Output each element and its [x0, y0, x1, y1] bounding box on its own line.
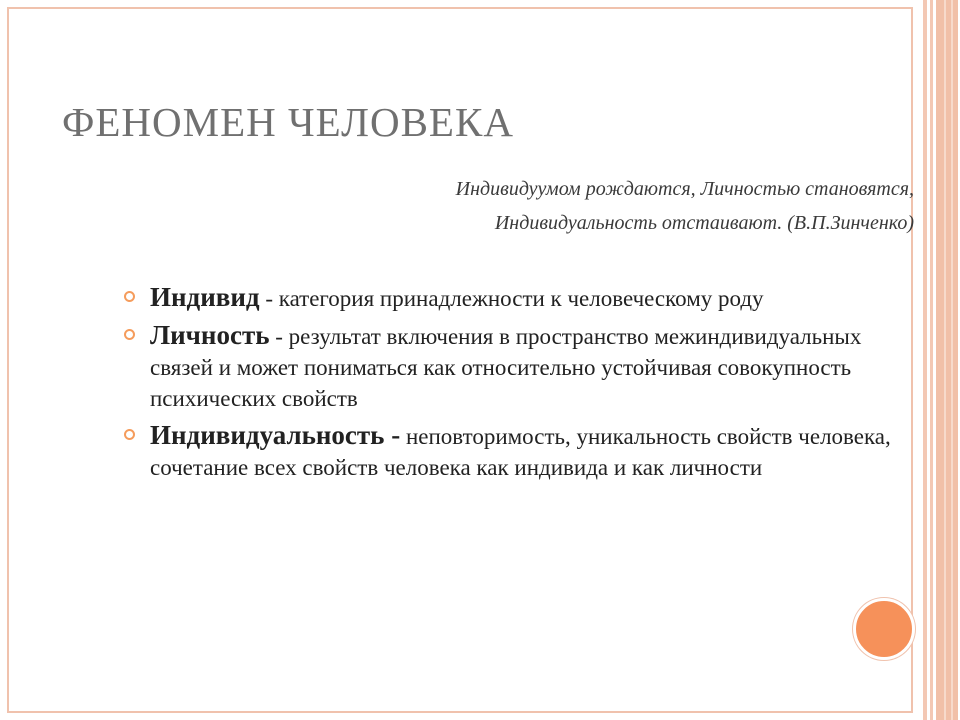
slide-title: ФЕНОМЕН ЧЕЛОВЕКА: [62, 99, 514, 145]
quote-line-1: Индивидуумом рождаются, Личностью становятся,: [455, 178, 914, 200]
term-label: Личность: [150, 320, 270, 350]
stripe: [930, 0, 933, 720]
list-item-individualnost: [124, 420, 914, 483]
term-definition: неповторимость, уникальность свойств человека, сочетание всех свойств человека как индивида и как личности: [150, 424, 891, 480]
stripe: [923, 0, 927, 720]
stripe: [951, 0, 953, 720]
term-label: Индивидуальность -: [150, 420, 401, 450]
epigraph-quote: [456, 172, 914, 240]
list-item-lichnost: [124, 320, 914, 414]
bullet-circle-icon: [124, 291, 135, 302]
definitions-list: [124, 282, 914, 489]
decorative-stripes: [920, 0, 960, 720]
stripe: [936, 0, 958, 720]
stripe: [944, 0, 946, 720]
term-definition: - категория принадлежности к человеческому роду: [259, 286, 764, 311]
quote-line-2: Индивидуальность отстаивают. (В.П.Зинченко): [494, 212, 914, 234]
term-definition: - результат включения в пространство межиндивидуальных связей и может пониматься как относительно устойчивая совокупность психических свойств: [150, 324, 862, 411]
decorative-circle: [853, 598, 915, 660]
bullet-circle-icon: [124, 429, 135, 440]
bullet-circle-icon: [124, 329, 135, 340]
list-item-individ: [124, 282, 914, 314]
term-label: Индивид: [150, 282, 260, 312]
